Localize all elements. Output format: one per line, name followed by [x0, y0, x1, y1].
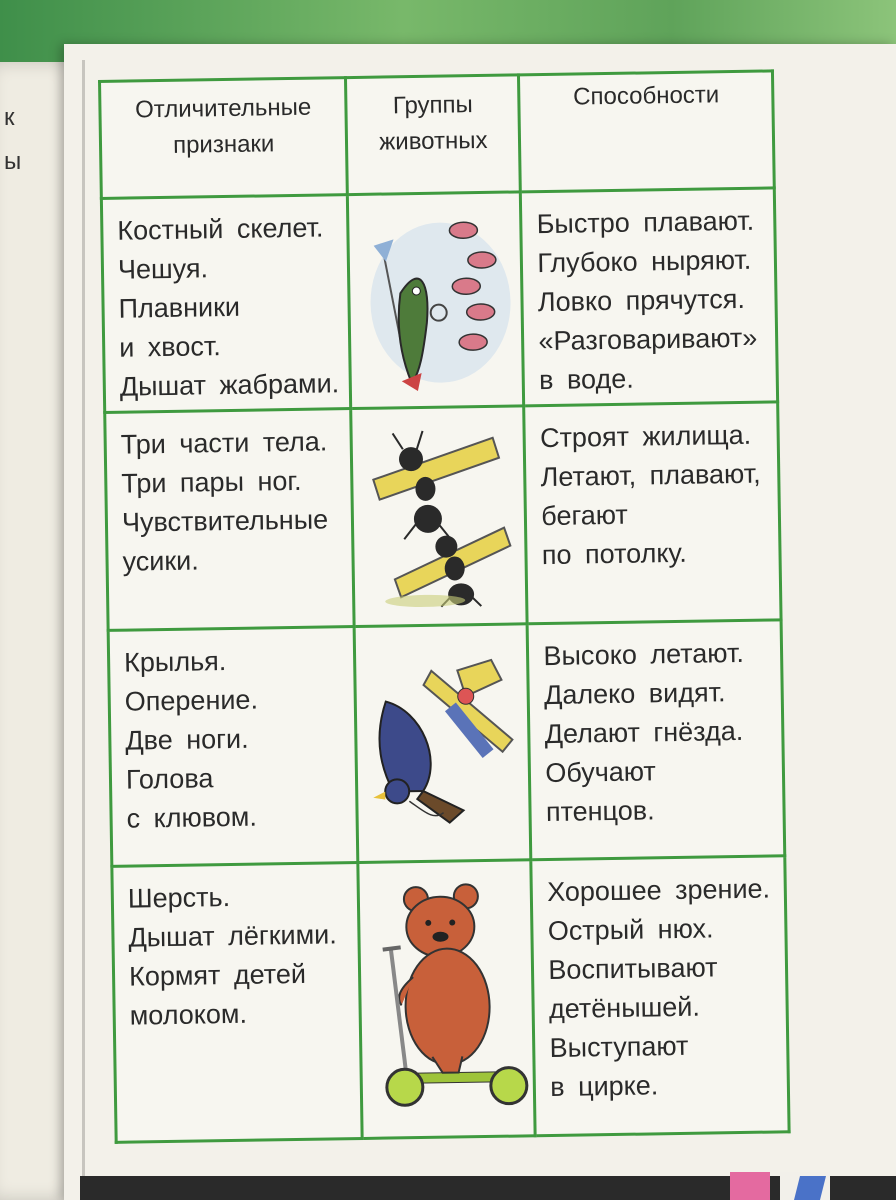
features-cell [101, 195, 351, 413]
fish-icon [359, 202, 512, 394]
ability-line: Далеко видят. [543, 677, 726, 711]
feature-line: молоком. [129, 998, 248, 1031]
abilities-cell [524, 402, 781, 624]
feature-line: Крылья. [123, 646, 227, 678]
header-line: Отличительные [134, 93, 312, 124]
group-illustration-cell [351, 406, 527, 627]
bear-icon [360, 875, 534, 1118]
header-abilities [519, 71, 775, 192]
ability-line: бегают [541, 499, 628, 532]
ability-line: в цирке. [550, 1070, 659, 1103]
group-illustration-cell [354, 624, 531, 863]
ability-line: Обучают [545, 756, 657, 789]
feature-line: Шерсть. [127, 882, 231, 914]
ability-line: птенцов. [545, 795, 655, 828]
header-line: признаки [172, 130, 275, 159]
feature-line: Оперение. [124, 684, 259, 717]
feature-line: Костный скелет. [117, 212, 324, 246]
feature-line: и хвост. [118, 331, 221, 363]
ability-line: Быстро плавают. [536, 205, 755, 240]
ability-line: Глубоко ныряют. [537, 244, 752, 279]
page-corner-decoration-icon [730, 1168, 840, 1200]
group-illustration-cell [358, 860, 535, 1139]
header-features [100, 78, 348, 199]
header-line: Способности [572, 81, 720, 111]
ability-line: Ловко прячутся. [537, 283, 746, 318]
left-page-fragment: ы [4, 148, 22, 175]
header-groups [346, 75, 521, 195]
abilities-cell [531, 856, 789, 1136]
table-header-row [100, 71, 775, 199]
feature-line: Три пары ног. [121, 465, 302, 499]
table-row [108, 620, 785, 867]
ability-line: Выступают [549, 1030, 689, 1064]
feature-line: усики. [122, 545, 199, 577]
feature-line: Чувствительные [121, 504, 329, 538]
table-row [101, 188, 778, 413]
bird-icon [361, 639, 524, 841]
abilities-cell [521, 188, 778, 406]
feature-line: Кормят детей [128, 958, 307, 992]
ability-line: Летают, плавают, [540, 458, 761, 493]
ability-line: Хорошее зрение. [546, 873, 771, 908]
feature-line: Чешуя. [117, 253, 209, 285]
feature-line: Голова [125, 763, 214, 795]
header-line: Группы [392, 91, 474, 120]
feature-line: Дышат лёгкими. [128, 919, 337, 953]
abilities-cell [527, 620, 785, 860]
table-row [112, 856, 790, 1143]
feature-line: Плавники [118, 291, 241, 324]
feature-line: с клювом. [126, 801, 258, 834]
ability-line: Воспитывают [548, 952, 718, 986]
feature-line: Дышат жабрами. [119, 368, 340, 402]
left-page-fragment: к [4, 104, 15, 131]
animal-groups-table [98, 69, 791, 1143]
features-cell [105, 409, 355, 631]
ability-line: в воде. [538, 363, 634, 396]
ability-line: Высоко летают. [543, 637, 745, 672]
features-cell [112, 863, 363, 1143]
features-cell [108, 627, 358, 867]
ability-line: детёнышей. [548, 991, 701, 1025]
ability-line: по потолку. [541, 537, 687, 571]
ant-icon [363, 418, 516, 610]
ability-line: «Разговаривают» [538, 322, 758, 357]
ability-line: Строят жилища. [539, 419, 752, 454]
book-gutter [82, 60, 85, 1200]
group-illustration-cell [348, 192, 524, 409]
animal-groups-table-wrap [98, 69, 791, 1143]
feature-line: Три части тела. [120, 426, 328, 460]
table-row [105, 402, 782, 631]
feature-line: Две ноги. [125, 723, 249, 756]
ability-line: Делают гнёзда. [544, 715, 744, 750]
header-line: животных [379, 126, 488, 156]
ability-line: Острый нюх. [547, 913, 714, 947]
